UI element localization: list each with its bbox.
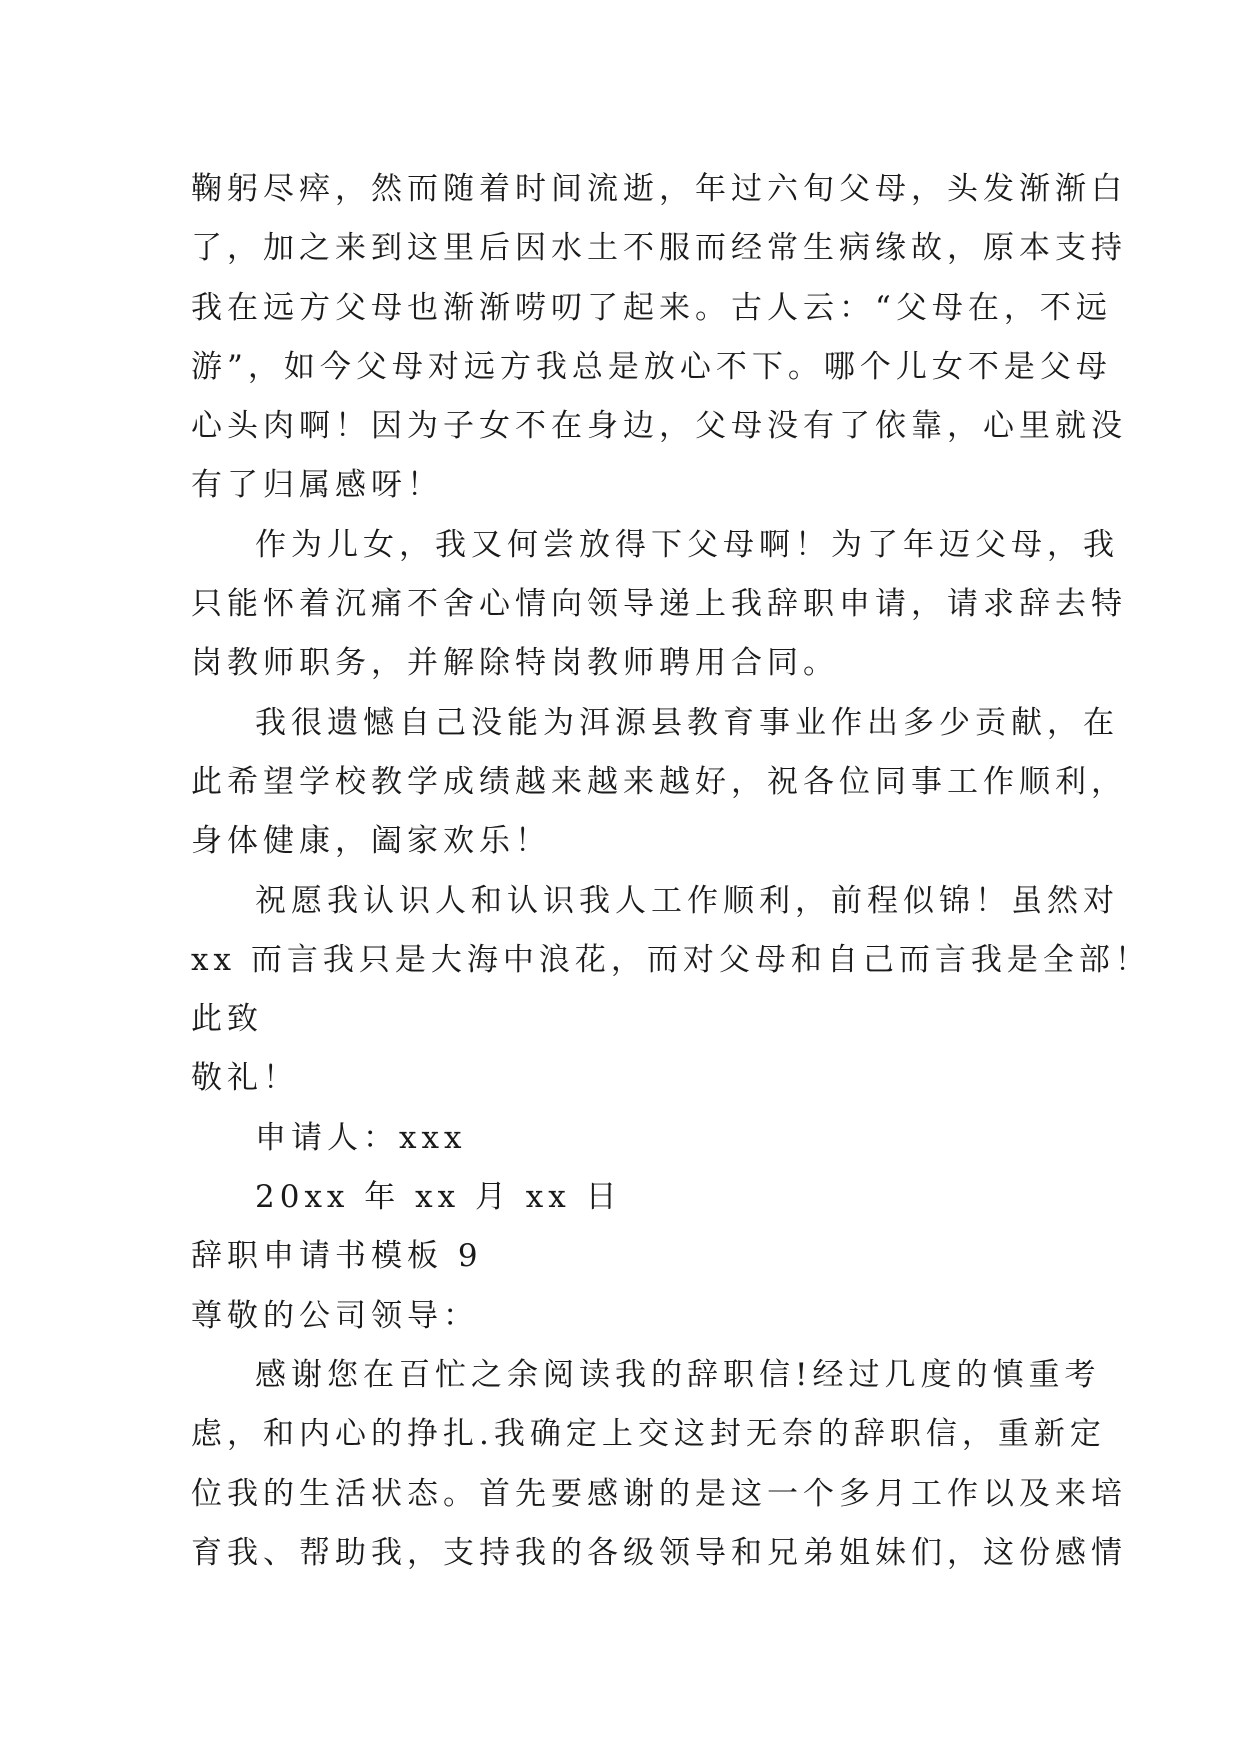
text-line: 虑，和内心的挣扎.我确定上交这封无奈的辞职信，重新定 — [191, 1416, 1106, 1453]
text-line: 只能怀着沉痛不舍心情向领导递上我辞职申请，请求辞去特 — [191, 586, 1127, 623]
text-line: 鞠躬尽瘁，然而随着时间流逝，年过六旬父母，头发渐渐白 — [191, 171, 1127, 207]
text-line: 有了归属感呀！ — [191, 467, 443, 504]
paragraph-start-line: 祝愿我认识人和认识我人工作顺利，前程似锦！虽然对 — [255, 882, 1119, 919]
applicant-line: 申请人：xxx — [255, 1119, 467, 1156]
text-line: xx 而言我只是大海中浪花，而对父母和自己而言我是全部！ — [191, 941, 1151, 978]
paragraph-start-line: 我很遗憾自己没能为洱源县教育事业作出多少贡献，在 — [255, 704, 1119, 741]
text-line: 育我、帮助我，支持我的各级领导和兄弟姐妹们，这份感情 — [191, 1534, 1127, 1571]
text-line: 位我的生活状态。首先要感谢的是这一个多月工作以及来培 — [191, 1475, 1127, 1512]
section-title: 辞职申请书模板 9 — [191, 1238, 483, 1275]
text-line: 心头肉啊！因为子女不在身边，父母没有了依靠，心里就没 — [191, 408, 1127, 445]
text-line: 我在远方父母也渐渐唠叨了起来。古人云：“父母在，不远 — [191, 289, 1112, 326]
greeting-line: 尊敬的公司领导： — [191, 1297, 479, 1334]
text-line: 了，加之来到这里后因水土不服而经常生病缘故，原本支持 — [191, 230, 1127, 267]
document-body — [191, 160, 1151, 1583]
date-line: 20xx 年 xx 月 xx 日 — [255, 1179, 622, 1216]
salutation-line: 敬礼！ — [191, 1060, 299, 1097]
paragraph-start-line: 作为儿女，我又何尝放得下父母啊！为了年迈父母，我 — [255, 526, 1119, 563]
text-line: 岗教师职务，并解除特岗教师聘用合同。 — [191, 645, 839, 682]
paragraph-start-line: 感谢您在百忙之余阅读我的辞职信!经过几度的慎重考 — [255, 1356, 1101, 1393]
closing-line: 此致 — [191, 1001, 263, 1038]
text-line: 此希望学校教学成绩越来越来越好，祝各位同事工作顺利， — [191, 763, 1127, 800]
text-line: 身体健康，阖家欢乐！ — [191, 823, 551, 860]
text-line: 游”，如今父母对远方我总是放心不下。哪个儿女不是父母 — [191, 348, 1112, 385]
